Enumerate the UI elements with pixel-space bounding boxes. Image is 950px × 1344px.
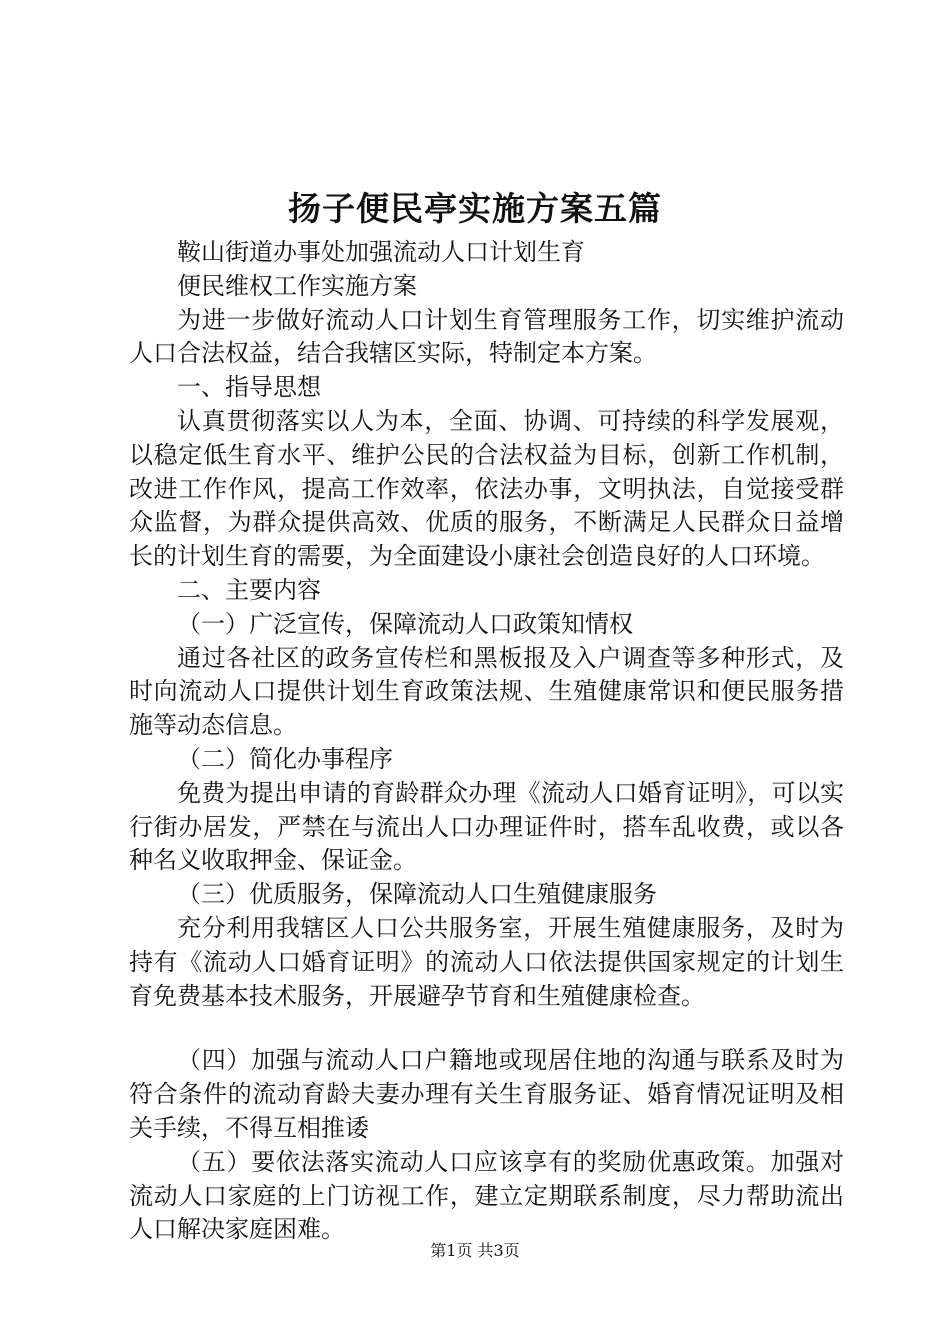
subsection-heading-3: （三）优质服务，保障流动人口生殖健康服务 bbox=[177, 880, 657, 909]
subsection-1-paragraph: 通过各社区的政务宣传栏和黑板报及入户调查等多种形式，及时向流动人口提供计划生育政策法规、生殖健康常识和便民服务措施等动态信息。 bbox=[129, 643, 844, 740]
document-body bbox=[129, 236, 844, 1247]
intro-paragraph: 为进一步做好流动人口计划生育管理服务工作，切实维护流动人口合法权益，结合我辖区实际，特制定本方案。 bbox=[129, 305, 844, 368]
subsection-3-paragraph: 充分利用我辖区人口公共服务室，开展生殖健康服务，及时为持有《流动人口婚育证明》的流动人口依法提供国家规定的计划生育免费基本技术服务，开展避孕节育和生殖健康检查。 bbox=[129, 913, 844, 1010]
guiding-thought-paragraph: 认真贯彻落实以人为本，全面、协调、可持续的科学发展观，以稳定低生育水平、维护公民的合法权益为目标，创新工作机制，改进工作作风，提高工作效率，依法办事，文明执法，自觉接受群众监督，为群众提供高效、优质的服务，不断满足人民群众日益增长的计划生育的需要，为全面建设小康社会创造良好的人口环境。 bbox=[129, 406, 844, 571]
subsection-5-paragraph: （五）要依法落实流动人口应该享有的奖励优惠政策。加强对流动人口家庭的上门访视工作，建立定期联系制度，尽力帮助流出人口解决家庭困难。 bbox=[129, 1147, 844, 1244]
subsection-2-paragraph: 免费为提出申请的育龄群众办理《流动人口婚育证明》，可以实行街办居发，严禁在与流出人口办理证件时，搭车乱收费，或以各种名义收取押金、保证金。 bbox=[129, 778, 844, 875]
subtitle-line-1: 鞍山街道办事处加强流动人口计划生育 bbox=[177, 238, 585, 266]
section-heading-main-content: 二、主要内容 bbox=[177, 575, 321, 604]
page-number-footer: 第1页 共3页 bbox=[430, 1241, 520, 1260]
subsection-4-paragraph: （四）加强与流动人口户籍地或现居住地的沟通与联系及时为符合条件的流动育龄夫妻办理有关生育服务证、婚育情况证明及相关手续，不得互相推诿 bbox=[129, 1046, 844, 1142]
subsection-heading-1: （一）广泛宣传，保障流动人口政策知情权 bbox=[177, 609, 633, 638]
section-heading-guiding-thought: 一、指导思想 bbox=[177, 373, 321, 402]
document-title: 扬子便民亭实施方案五篇 bbox=[288, 189, 662, 228]
subsection-heading-2: （二）简化办事程序 bbox=[177, 744, 393, 773]
subtitle-line-2: 便民维权工作实施方案 bbox=[177, 271, 417, 300]
